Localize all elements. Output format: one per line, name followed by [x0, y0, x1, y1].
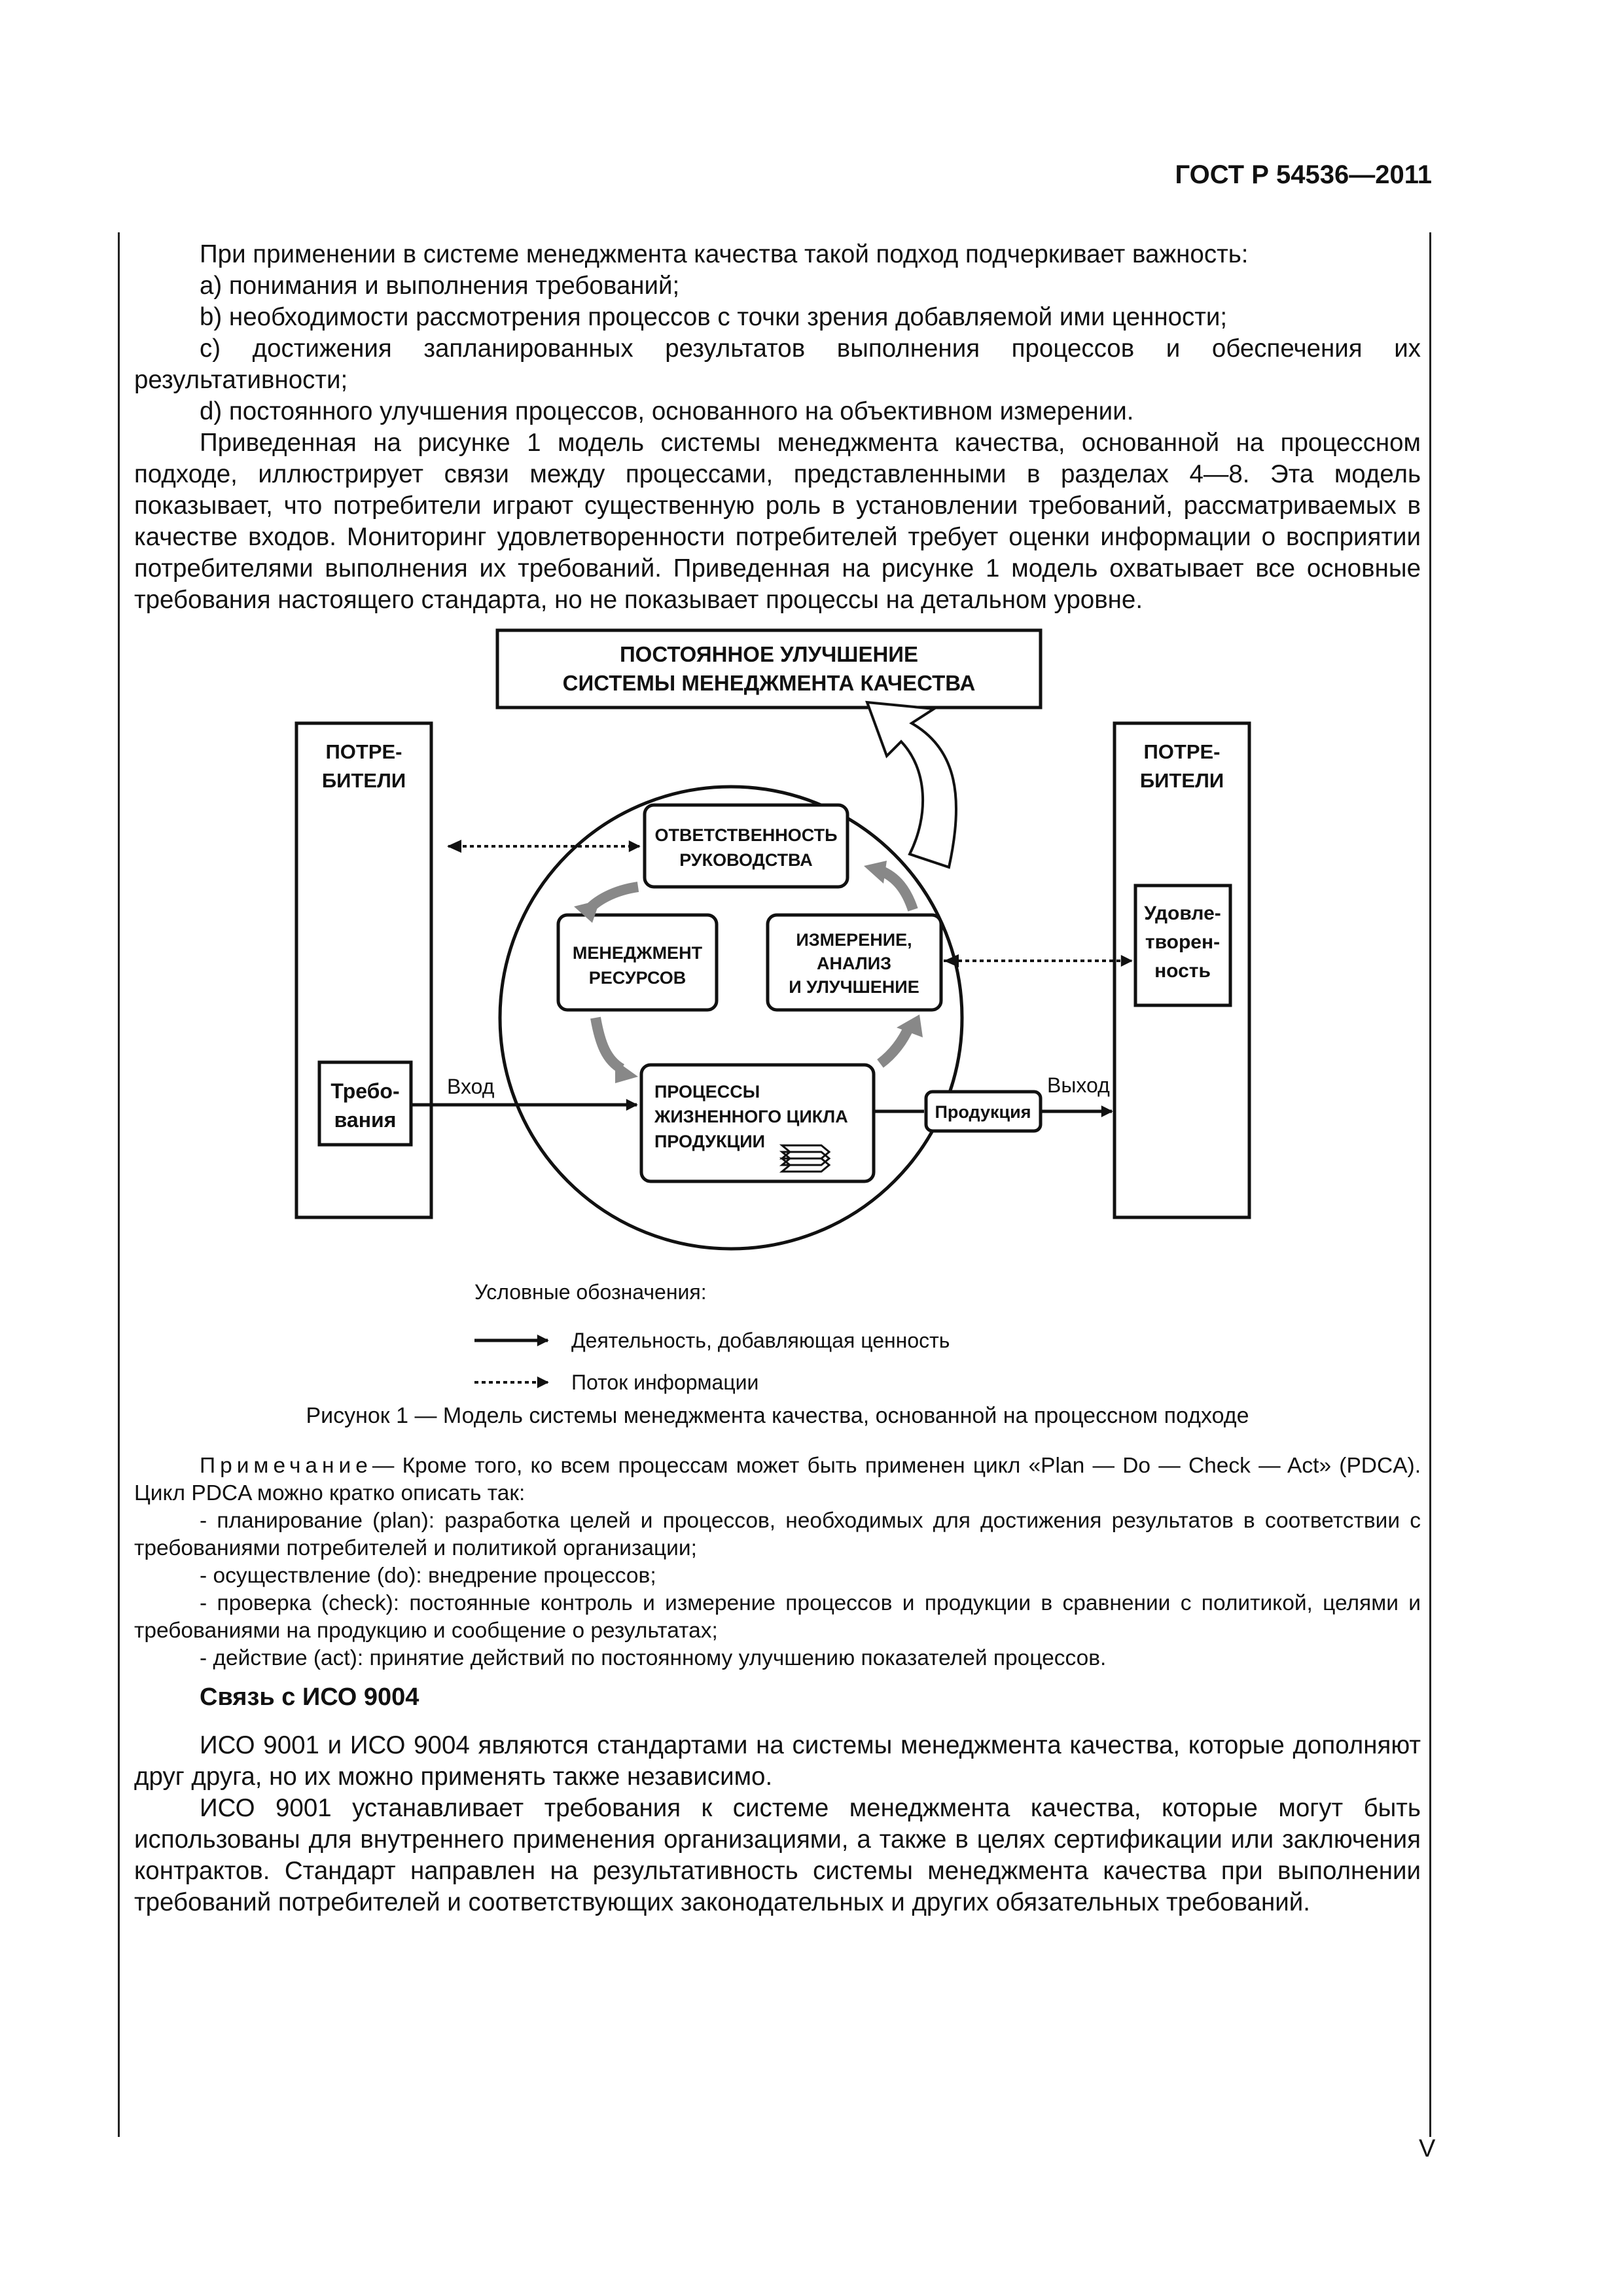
requirements-box — [319, 1062, 411, 1145]
info-flow-management-back-arrowhead — [447, 840, 461, 853]
management-responsibility-line1: ОТВЕТСТВЕННОСТЬ — [654, 825, 838, 845]
resource-management-line2: РЕСУРСОВ — [588, 968, 687, 988]
right-margin-rule — [1429, 232, 1431, 2137]
requirements-line1: Требо- — [330, 1079, 400, 1103]
note-item-do: - осуществление (do): внедрение процессов; — [200, 1564, 656, 1588]
intro-lead: При применении в системе менеджмента качества такой подход подчеркивает важность: — [200, 240, 1249, 268]
product-realization-line3: ПРОДУКЦИИ — [654, 1132, 766, 1151]
info-flow-satisfaction-back-arrowhead — [944, 954, 959, 967]
measurement-line1: ИЗМЕРЕНИЕ, — [796, 930, 912, 950]
note-text: — Кроме того, ко всем процессам может быть применен цикл «Plan — Do — Check — Act» (PDCA). Цикл PDCA можно кратко описать так: — [134, 1454, 1421, 1505]
legend-title: Условные обозначения: — [474, 1280, 707, 1304]
requirements-line2: вания — [334, 1108, 397, 1132]
product-realization-line2: ЖИЗНЕННОГО ЦИКЛА — [654, 1107, 848, 1126]
continual-improvement-line1: ПОСТОЯННОЕ УЛУЧШЕНИЕ — [619, 642, 919, 666]
satisfaction-line2: творен- — [1145, 931, 1221, 953]
figure-qms-model — [134, 625, 1421, 1397]
intro-paragraph: Приведенная на рисунке 1 модель системы менеджмента качества, основанной на процессном подходе, иллюстрирует связи между процессами, представленными в разделах 4—8. Эта модель показывает, что потребители играют существенную роль в установлении требований, рассматриваемых в качестве входов. Мониторинг удовлетворенности потребителей требует оценки информации о восприятии потребителями выполнения их требований. Приведенная на рисунке 1 модель охватывает все основные требования настоящего стандарта, но не показывает процессы на детальном уровне. — [134, 429, 1421, 614]
resource-management-line1: МЕНЕДЖМЕНТ — [572, 943, 703, 963]
list-item-d: d) постоянного улучшения процессов, основанного на объективном измерении. — [200, 397, 1134, 425]
list-item-a: a) понимания и выполнения требований; — [200, 272, 680, 300]
cycle-arrow-2-shaft — [596, 1018, 622, 1069]
output-label: Выход — [1047, 1073, 1110, 1097]
page-number: V — [1419, 2135, 1436, 2162]
document-header-standard: ГОСТ Р 54536—2011 — [1175, 160, 1432, 189]
cycle-arrow-3-shaft — [880, 1026, 910, 1064]
satisfaction-line1: Удовле- — [1144, 903, 1221, 924]
note-item-plan: - планирование (plan): разработка целей и процессов, необходимых для достижения результатов в соответствии с требованиями потребителей и политикой организации; — [134, 1509, 1421, 1560]
section-heading: Связь с ИСО 9004 — [200, 1683, 419, 1711]
legend-value-activity: Деятельность, добавляющая ценность — [571, 1329, 950, 1352]
product-label: Продукция — [935, 1102, 1031, 1122]
section-paragraph-1: ИСО 9001 и ИСО 9004 являются стандартами на системы менеджмента качества, которые дополняют друг друга, но их можно применять также независимо. — [134, 1731, 1421, 1791]
customers-left-line2: БИТЕЛИ — [321, 769, 406, 792]
note-label: Примечание — [200, 1454, 372, 1478]
customers-right-line2: БИТЕЛИ — [1139, 769, 1224, 792]
input-label: Вход — [447, 1075, 495, 1098]
legend-info-flow: Поток информации — [571, 1371, 759, 1394]
measurement-line3: И УЛУЧШЕНИЕ — [789, 977, 919, 997]
customers-right-line1: ПОТРЕ- — [1143, 740, 1221, 763]
cycle-arrow-4-head — [864, 861, 887, 884]
note-item-check: - проверка (check): постоянные контроль и измерение процессов и продукции в сравнении с политикой, целями и требованиями на продукцию и сообщение о результатах; — [134, 1591, 1421, 1643]
cycle-arrow-2-head — [615, 1060, 638, 1083]
measurement-line2: АНАЛИЗ — [816, 954, 892, 973]
product-realization-line1: ПРОЦЕССЫ — [654, 1082, 760, 1102]
cycle-arrow-4-shaft — [880, 870, 913, 910]
continual-improvement-line2: СИСТЕМЫ МЕНЕДЖМЕНТА КАЧЕСТВА — [562, 671, 976, 695]
management-responsibility-box — [645, 805, 847, 887]
list-item-c: c) достижения запланированных результатов выполнения процессов и обеспечения их результативности; — [134, 334, 1421, 394]
satisfaction-line3: ность — [1154, 960, 1211, 982]
note-item-act: - действие (act): принятие действий по постоянному улучшению показателей процессов. — [200, 1646, 1107, 1670]
section-paragraph-2: ИСО 9001 устанавливает требования к системе менеджмента качества, которые могут быть использованы для внутреннего применения организациями, а также в целях сертификации или заключения контрактов. Стандарт направлен на результативность системы менеджмента качества при выполнении требований потребителей и соответствующих законодательных и других обязательных требований. — [134, 1794, 1421, 1916]
note-intro — [134, 1452, 1421, 1507]
left-margin-rule — [118, 232, 120, 2137]
figure-caption: Рисунок 1 — Модель системы менеджмента качества, основанной на процессном подходе — [306, 1403, 1249, 1428]
customers-left-line1: ПОТРЕ- — [325, 740, 402, 763]
list-item-b: b) необходимости рассмотрения процессов с точки зрения добавляемой ими ценности; — [200, 303, 1228, 331]
management-responsibility-line2: РУКОВОДСТВА — [679, 850, 813, 870]
page-content — [134, 239, 1421, 1918]
